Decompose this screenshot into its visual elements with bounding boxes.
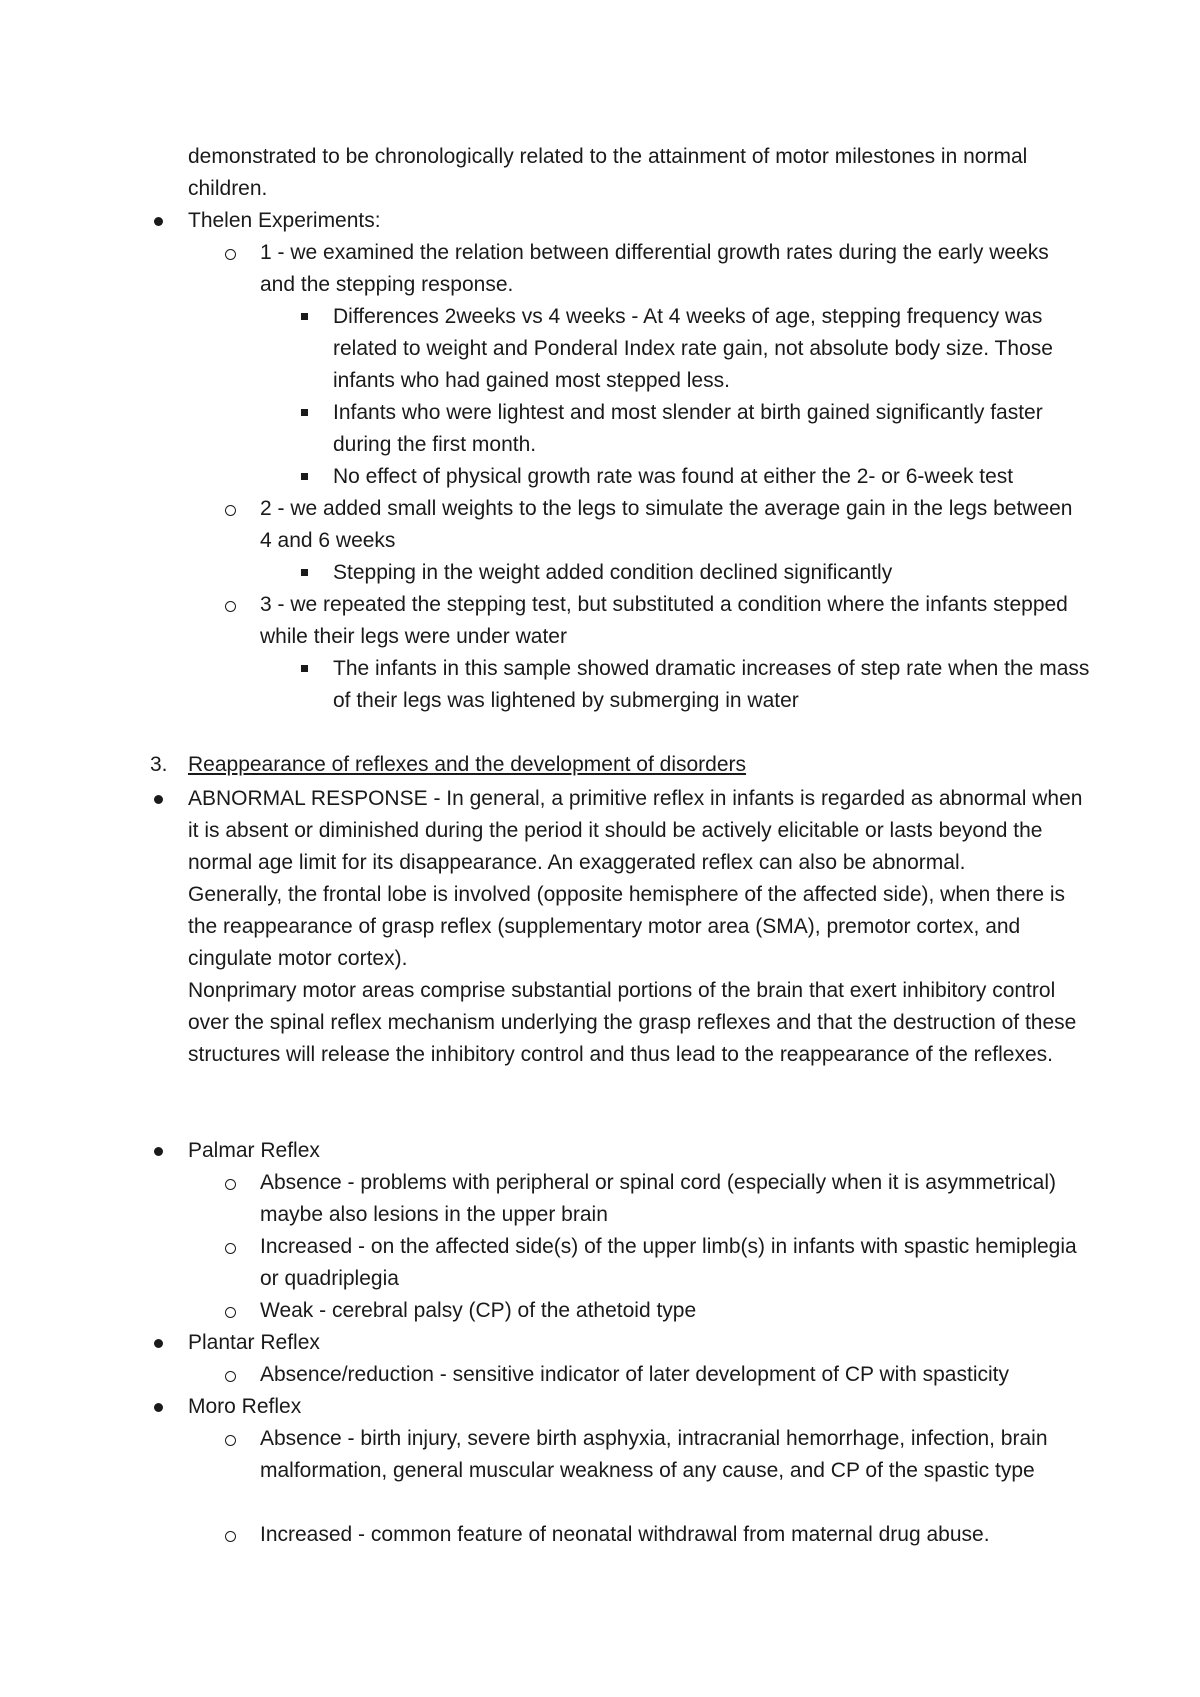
bullet-dot — [154, 217, 163, 226]
abnormal-response-text — [188, 783, 1088, 1071]
plantar-item-text: Absence/reduction - sensitive indicator of later development of CP with spasticity — [260, 1363, 1009, 1386]
bullet-square — [301, 569, 308, 576]
exp1-point-text: Differences 2weeks vs 4 weeks - At 4 weeks of age, stepping frequency was related to weight and Ponderal Index rate gain, not absolute body size. Those infants who had gained most stepped less. — [333, 305, 1053, 392]
bullet-circle — [225, 1531, 236, 1542]
bullet-dot — [154, 1339, 163, 1348]
exp1-point-text: Infants who were lightest and most slender at birth gained significantly faster during the first month. — [333, 401, 1043, 456]
bullet-dot — [154, 795, 163, 804]
bullet-circle — [225, 249, 236, 260]
bullet-dot — [154, 1147, 163, 1156]
exp1-text: 1 - we examined the relation between differential growth rates during the early weeks and the stepping response. — [260, 241, 1049, 296]
abnormal-paragraph-1: ABNORMAL RESPONSE - In general, a primitive reflex in infants is regarded as abnormal when it is absent or diminished during the period it should be actively elicitable or lasts beyond the normal age limit for its disappearance. An exaggerated reflex can also be abnormal. — [188, 787, 1083, 874]
abnormal-paragraph-3: Nonprimary motor areas comprise substantial portions of the brain that exert inhibitory control over the spinal reflex mechanism underlying the grasp reflexes and that the destruction of these structures will release the inhibitory control and thus lead to the reappearance of the reflexes. — [188, 979, 1077, 1066]
bullet-square — [301, 473, 308, 480]
bullet-circle — [225, 1307, 236, 1318]
section-title: Reappearance of reflexes and the development of disorders — [188, 753, 747, 776]
exp1-point-text: No effect of physical growth rate was found at either the 2- or 6-week test — [333, 465, 1014, 488]
bullet-square — [301, 665, 308, 672]
abnormal-paragraph-2: Generally, the frontal lobe is involved (opposite hemisphere of the affected side), when there is the reappearance of grasp reflex (supplementary motor area (SMA), premotor cortex, and cingulate motor cortex). — [188, 883, 1066, 970]
palmar-heading: Palmar Reflex — [188, 1139, 320, 1162]
palmar-item-text: Absence - problems with peripheral or spinal cord (especially when it is asymmetrical) maybe also lesions in the upper brain — [260, 1171, 1056, 1226]
section-number: 3. — [150, 753, 168, 776]
moro-heading: Moro Reflex — [188, 1395, 302, 1418]
exp2-text: 2 - we added small weights to the legs to simulate the average gain in the legs between 4 and 6 weeks — [260, 497, 1073, 552]
palmar-item-text: Weak - cerebral palsy (CP) of the athetoid type — [260, 1299, 697, 1322]
bullet-circle — [225, 601, 236, 612]
bullet-circle — [225, 1179, 236, 1190]
bullet-circle — [225, 1371, 236, 1382]
exp2-point-text: Stepping in the weight added condition declined significantly — [333, 561, 893, 584]
intro-text: demonstrated to be chronologically related to the attainment of motor milestones in normal children. — [188, 145, 1028, 200]
plantar-heading: Plantar Reflex — [188, 1331, 320, 1354]
moro-item-text: Increased - common feature of neonatal withdrawal from maternal drug abuse. — [260, 1523, 990, 1546]
bullet-square — [301, 409, 308, 416]
exp3-point-text: The infants in this sample showed dramatic increases of step rate when the mass of their legs was lightened by submerging in water — [333, 657, 1090, 712]
bullet-circle — [225, 1435, 236, 1446]
palmar-item-text: Increased - on the affected side(s) of the upper limb(s) in infants with spastic hemiplegia or quadriplegia — [260, 1235, 1077, 1290]
bullet-circle — [225, 505, 236, 516]
bullet-circle — [225, 1243, 236, 1254]
bullet-square — [301, 313, 308, 320]
moro-item-text: Absence - birth injury, severe birth asphyxia, intracranial hemorrhage, infection, brain malformation, general muscular weakness of any cause, and CP of the spastic type — [260, 1427, 1048, 1482]
bullet-dot — [154, 1403, 163, 1412]
thelen-heading: Thelen Experiments: — [188, 209, 381, 232]
exp3-text: 3 - we repeated the stepping test, but substituted a condition where the infants stepped while their legs were under water — [260, 593, 1068, 648]
